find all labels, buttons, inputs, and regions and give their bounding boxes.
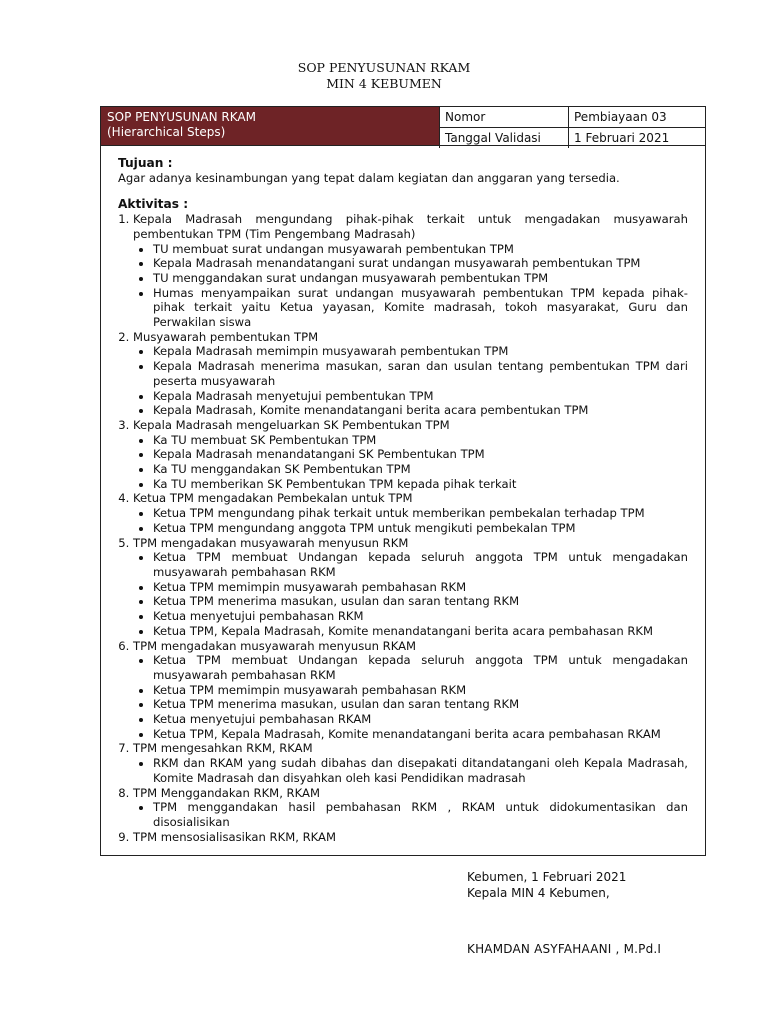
sop-header: [100, 106, 706, 146]
sop-header-title-line1: SOP PENYUSUNAN RKAM: [107, 110, 256, 124]
activity-substep: • Ka TU menggandakan SK Pembentukan TPM: [153, 462, 688, 477]
activity-substep: • Ketua TPM membuat Undangan kepada seluruh anggota TPM untuk mengadakan musyawarah pembahasan RKM: [153, 550, 688, 579]
activity-substep-list: [133, 433, 688, 492]
activity-step-text: Musyawarah pembentukan TPM: [133, 329, 319, 344]
signature-position: Kepala MIN 4 Kebumen,: [467, 886, 610, 900]
activity-substep: • Kepala Madrasah menerima masukan, saran dan usulan tentang pembentukan TPM dari peserta musyawarah: [153, 359, 688, 388]
sop-header-title: [101, 107, 439, 145]
activity-step-text: TPM mengadakan musyawarah menyusun RKAM: [133, 638, 417, 653]
tanggal-value: 1 Februari 2021: [569, 128, 706, 149]
sop-content: [118, 156, 688, 844]
activity-substep-list: [133, 800, 688, 829]
activity-step: [133, 330, 688, 418]
sop-header-title-line2: (Hierarchical Steps): [107, 125, 226, 139]
meta-row-tanggal: [440, 128, 706, 149]
activity-substep-list: [133, 756, 688, 785]
activity-substep: • Ketua TPM, Kepala Madrasah, Komite menandatangani berita acara pembahasan RKAM: [153, 727, 688, 742]
activity-substep: • TU menggandakan surat undangan musyawarah pembentukan TPM: [153, 271, 688, 286]
purpose-heading: Tujuan :: [118, 156, 173, 170]
activity-step-text: TPM Menggandakan RKM, RKAM: [133, 785, 320, 800]
sop-meta-table: [439, 107, 705, 148]
purpose-text: Agar adanya kesinambungan yang tepat dalam kegiatan dan anggaran yang tersedia.: [118, 170, 620, 185]
signature-place-date: Kebumen, 1 Februari 2021: [467, 870, 627, 884]
activity-step: [133, 418, 688, 492]
activity-step-text: Kepala Madrasah mengundang pihak-pihak terkait untuk mengadakan musyawarah pembentukan TPM (Tim Pengembang Madrasah): [133, 212, 688, 241]
activity-substep: • Ketua TPM memimpin musyawarah pembahasan RKM: [153, 580, 688, 595]
activity-substep: • Ketua TPM memimpin musyawarah pembahasan RKM: [153, 683, 688, 698]
activity-step-text: Kepala Madrasah mengeluarkan SK Pembentukan TPM: [133, 417, 450, 432]
activity-substep: • Ketua TPM menerima masukan, usulan dan saran tentang RKM: [153, 594, 688, 609]
activity-substep: • Ketua TPM membuat Undangan kepada seluruh anggota TPM untuk mengadakan musyawarah pembahasan RKM: [153, 653, 688, 682]
activity-substep: • Kepala Madrasah memimpin musyawarah pembentukan TPM: [153, 344, 688, 359]
activity-substep-list: [133, 506, 688, 535]
activity-substep: • Ka TU memberikan SK Pembentukan TPM kepada pihak terkait: [153, 477, 688, 492]
signature-block: [467, 869, 626, 901]
activity-substep: • Kepala Madrasah, Komite menandatangani berita acara pembentukan TPM: [153, 403, 688, 418]
activity-substep: • Ketua TPM mengundang pihak terkait untuk memberikan pembekalan terhadap TPM: [153, 506, 688, 521]
activity-step: [133, 536, 688, 639]
activity-substep: • RKM dan RKAM yang sudah dibahas dan disepakati ditandatangani oleh Kepala Madrasah, Komite Madrasah dan disyahkan oleh kasi Pendidikan madrasah: [153, 756, 688, 785]
activity-substep: • Kepala Madrasah menandatangani surat undangan musyawarah pembentukan TPM: [153, 256, 688, 271]
activity-step-text: TPM mengadakan musyawarah menyusun RKM: [133, 535, 409, 550]
activity-step: [133, 639, 688, 742]
document-title: [0, 60, 768, 92]
activity-step: [133, 491, 688, 535]
activity-substep-list: [133, 344, 688, 418]
activities-heading: Aktivitas :: [118, 197, 189, 212]
activity-substep: • Kepala Madrasah menandatangani SK Pembentukan TPM: [153, 447, 688, 462]
tanggal-label: Tanggal Validasi: [440, 128, 569, 149]
document-title-line1: SOP PENYUSUNAN RKAM: [297, 60, 471, 75]
nomor-label: Nomor: [440, 107, 569, 128]
activity-step-text: TPM mengesahkan RKM, RKAM: [133, 741, 313, 756]
activity-substep: • Ketua menyetujui pembahasan RKAM: [153, 712, 688, 727]
activities-list: [118, 212, 688, 844]
document-title-line2: MIN 4 KEBUMEN: [326, 76, 442, 91]
activity-substep: • Ketua TPM mengundang anggota TPM untuk mengikuti pembekalan TPM: [153, 521, 688, 536]
activity-step: [133, 786, 688, 830]
activity-substep: • Ketua TPM, Kepala Madrasah, Komite menandatangani berita acara pembahasan RKM: [153, 624, 688, 639]
activity-step-text: Ketua TPM mengadakan Pembekalan untuk TPM: [133, 491, 413, 506]
activity-substep: • Kepala Madrasah menyetujui pembentukan TPM: [153, 389, 688, 404]
activity-substep: • Ka TU membuat SK Pembentukan TPM: [153, 433, 688, 448]
activity-step: [133, 741, 688, 785]
activity-substep: • TPM menggandakan hasil pembahasan RKM , RKAM untuk didokumentasikan dan disosialisikan: [153, 800, 688, 829]
nomor-value: Pembiayaan 03: [569, 107, 706, 128]
activity-substep-list: [133, 242, 688, 330]
activity-step: [133, 212, 688, 330]
activity-step: [133, 830, 688, 845]
signature-name: KHAMDAN ASYFAHAANI , M.Pd.I: [467, 942, 662, 956]
activity-substep: • Ketua menyetujui pembahasan RKM: [153, 609, 688, 624]
activity-step-text: TPM mensosialisasikan RKM, RKAM: [133, 829, 336, 844]
activity-substep: • TU membuat surat undangan musyawarah pembentukan TPM: [153, 242, 688, 257]
activity-substep-list: [133, 550, 688, 638]
activity-substep: • Ketua TPM menerima masukan, usulan dan saran tentang RKM: [153, 697, 688, 712]
activity-substep-list: [133, 653, 688, 741]
meta-row-nomor: [440, 107, 706, 128]
activity-substep: • Humas menyampaikan surat undangan musyawarah pembentukan TPM kepada pihak-pihak terkait yaitu Ketua yayasan, Komite madrasah, tokoh masyarakat, Guru dan Perwakilan siswa: [153, 286, 688, 330]
